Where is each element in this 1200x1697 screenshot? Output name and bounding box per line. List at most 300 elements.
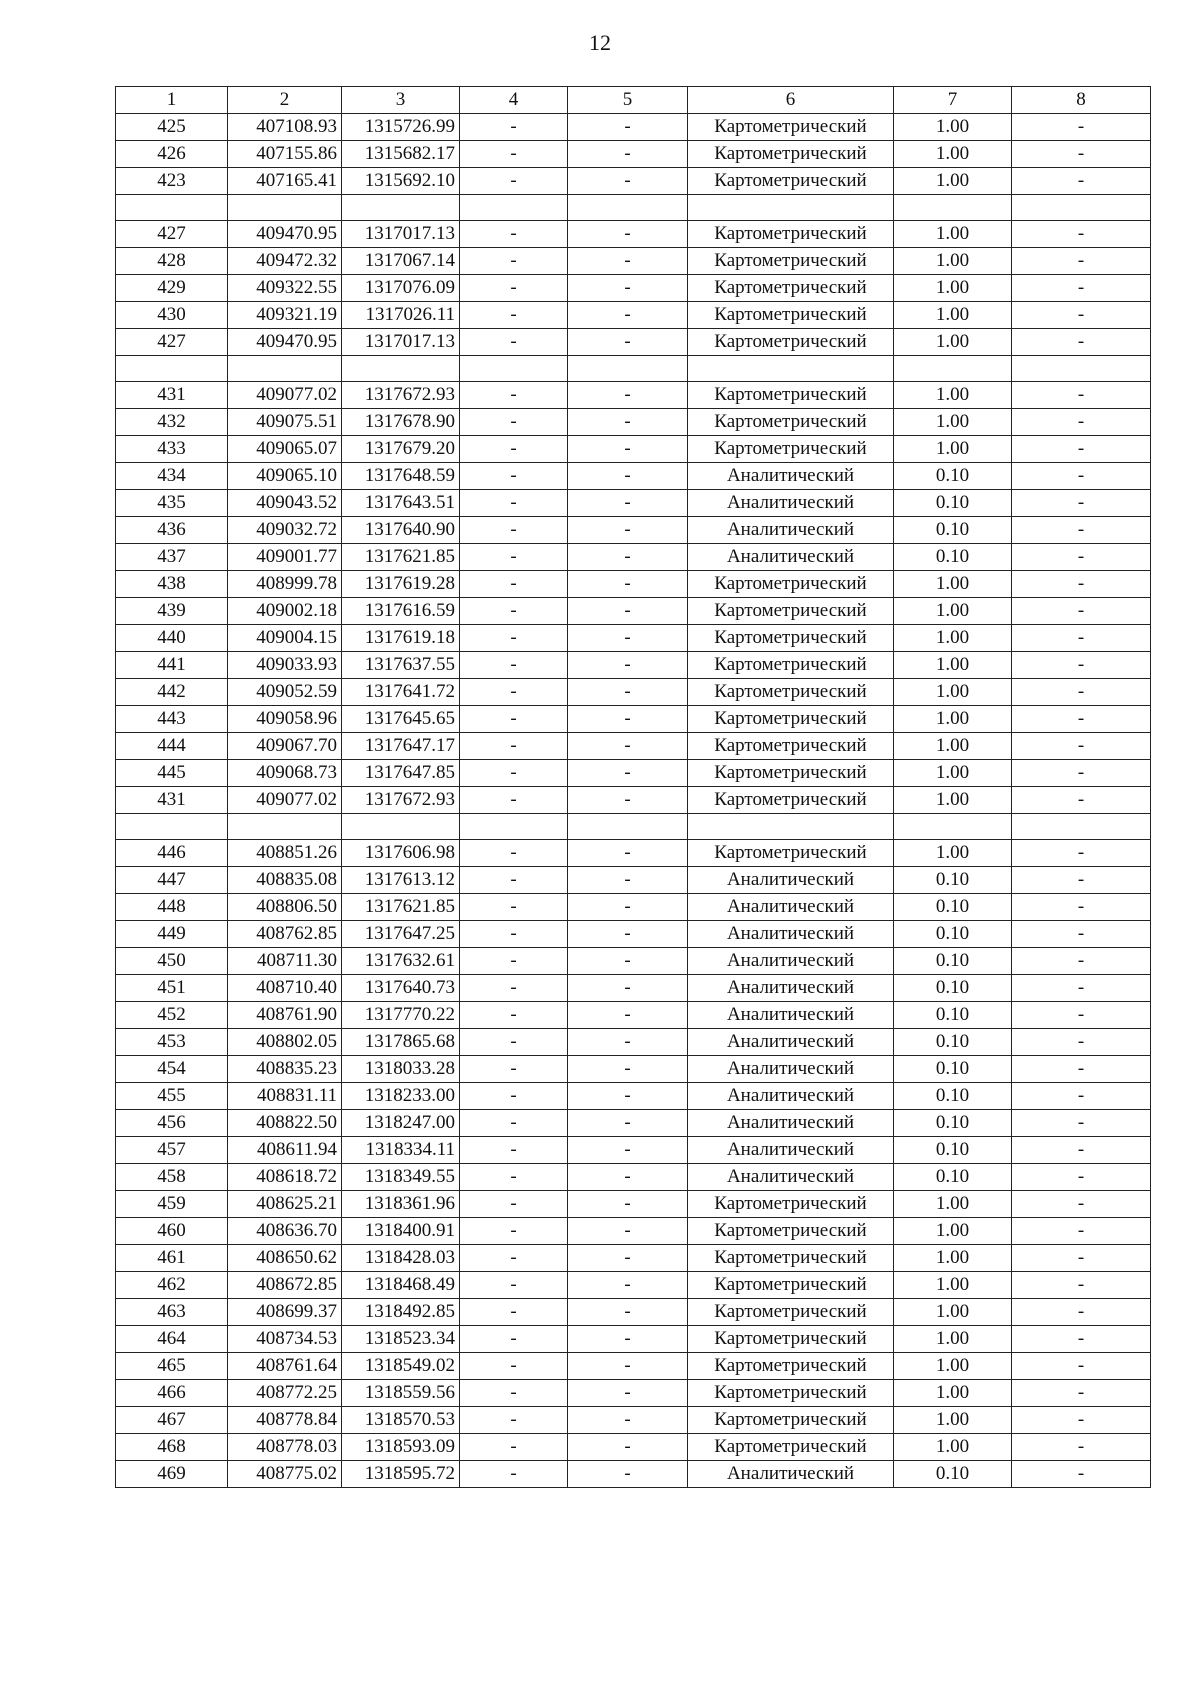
table-row	[116, 275, 1151, 302]
table-cell: 444	[116, 733, 228, 760]
column-header: 1	[116, 87, 228, 114]
table-row	[116, 221, 1151, 248]
table-cell: -	[1012, 1191, 1151, 1218]
table-cell	[460, 195, 568, 221]
column-header: 7	[894, 87, 1012, 114]
table-cell: -	[460, 1218, 568, 1245]
table-cell: 0.10	[894, 1029, 1012, 1056]
table-row	[116, 1218, 1151, 1245]
table-cell: 1317643.51	[342, 490, 460, 517]
table-row	[116, 114, 1151, 141]
table-cell: 409065.07	[228, 436, 342, 463]
table-cell: Картометрический	[688, 1218, 894, 1245]
table-cell: -	[568, 544, 688, 571]
table-cell: 0.10	[894, 544, 1012, 571]
table-cell: 1315726.99	[342, 114, 460, 141]
table-cell: Картометрический	[688, 248, 894, 275]
table-row	[116, 1461, 1151, 1488]
table-cell: -	[568, 1434, 688, 1461]
table-cell: 1.00	[894, 1407, 1012, 1434]
table-cell: 1.00	[894, 1191, 1012, 1218]
table-cell: 1317678.90	[342, 409, 460, 436]
table-cell: 408625.21	[228, 1191, 342, 1218]
table-cell: 408778.84	[228, 1407, 342, 1434]
table-cell: 456	[116, 1110, 228, 1137]
column-header: 4	[460, 87, 568, 114]
table-cell: -	[1012, 1056, 1151, 1083]
table-cell: -	[1012, 571, 1151, 598]
table-row	[116, 1002, 1151, 1029]
table-cell: 427	[116, 329, 228, 356]
table-cell: 465	[116, 1353, 228, 1380]
table-cell: 1317647.85	[342, 760, 460, 787]
table-body	[116, 114, 1151, 1488]
table-cell: -	[1012, 302, 1151, 329]
table-row	[116, 679, 1151, 706]
table-cell: 409065.10	[228, 463, 342, 490]
table-cell: 1317637.55	[342, 652, 460, 679]
table-cell: 0.10	[894, 1083, 1012, 1110]
table-cell: 429	[116, 275, 228, 302]
table-cell: -	[1012, 221, 1151, 248]
table-cell: 1317647.17	[342, 733, 460, 760]
table-cell: -	[568, 221, 688, 248]
table-cell	[116, 195, 228, 221]
table-row	[116, 625, 1151, 652]
table-cell: 448	[116, 894, 228, 921]
table-cell: 408835.08	[228, 867, 342, 894]
table-cell: 408851.26	[228, 840, 342, 867]
table-cell: 1318334.11	[342, 1137, 460, 1164]
table-row	[116, 733, 1151, 760]
table-cell: 0.10	[894, 463, 1012, 490]
table-cell: 409077.02	[228, 787, 342, 814]
table-cell: -	[568, 1245, 688, 1272]
table-cell	[688, 814, 894, 840]
table-cell: 409043.52	[228, 490, 342, 517]
table-cell: Аналитический	[688, 544, 894, 571]
table-cell: 1.00	[894, 1299, 1012, 1326]
table-cell: 432	[116, 409, 228, 436]
table-cell: 1317640.90	[342, 517, 460, 544]
table-cell: Аналитический	[688, 463, 894, 490]
table-cell: -	[460, 248, 568, 275]
table-cell: 408699.37	[228, 1299, 342, 1326]
table-cell: -	[568, 1407, 688, 1434]
table-cell: Аналитический	[688, 1002, 894, 1029]
table-cell: -	[460, 1434, 568, 1461]
table-cell: -	[568, 706, 688, 733]
table-row	[116, 1272, 1151, 1299]
table-cell: 0.10	[894, 490, 1012, 517]
table-cell: -	[568, 1137, 688, 1164]
table-cell: 1318361.96	[342, 1191, 460, 1218]
table-cell: 467	[116, 1407, 228, 1434]
table-cell: -	[1012, 706, 1151, 733]
table-cell: -	[568, 1056, 688, 1083]
table-row	[116, 302, 1151, 329]
table-cell	[116, 356, 228, 382]
table-row	[116, 706, 1151, 733]
table-cell: Картометрический	[688, 302, 894, 329]
table-cell: -	[460, 787, 568, 814]
table-cell: -	[460, 1056, 568, 1083]
table-row-separator	[116, 814, 1151, 840]
table-cell: 1.00	[894, 787, 1012, 814]
table-cell: 408762.85	[228, 921, 342, 948]
table-cell: 0.10	[894, 1137, 1012, 1164]
table-cell: 1317672.93	[342, 787, 460, 814]
table-cell: 1.00	[894, 329, 1012, 356]
table-cell: 408778.03	[228, 1434, 342, 1461]
table-cell: 0.10	[894, 1056, 1012, 1083]
table-cell: 1315692.10	[342, 168, 460, 195]
table-cell: 1.00	[894, 436, 1012, 463]
table-cell: -	[568, 975, 688, 1002]
table-cell: -	[568, 1299, 688, 1326]
table-cell: 1.00	[894, 1380, 1012, 1407]
table-cell: 1.00	[894, 141, 1012, 168]
table-cell: Аналитический	[688, 975, 894, 1002]
table-row	[116, 1083, 1151, 1110]
table-cell: -	[460, 463, 568, 490]
table-row	[116, 409, 1151, 436]
table-cell	[342, 356, 460, 382]
table-cell: Картометрический	[688, 787, 894, 814]
table-cell: 408650.62	[228, 1245, 342, 1272]
table-cell: 439	[116, 598, 228, 625]
table-cell: -	[460, 679, 568, 706]
table-cell: -	[460, 1407, 568, 1434]
table-row	[116, 1137, 1151, 1164]
table-cell: 1317865.68	[342, 1029, 460, 1056]
table-cell: 435	[116, 490, 228, 517]
table-cell: -	[568, 329, 688, 356]
table-cell: 1318593.09	[342, 1434, 460, 1461]
table-cell: -	[1012, 1380, 1151, 1407]
table-cell: 409032.72	[228, 517, 342, 544]
table-cell: 409322.55	[228, 275, 342, 302]
table-cell: 1318428.03	[342, 1245, 460, 1272]
table-cell: -	[460, 1002, 568, 1029]
table-cell: 1317648.59	[342, 463, 460, 490]
table-cell: -	[568, 114, 688, 141]
table-cell: 1317647.25	[342, 921, 460, 948]
table-cell: Аналитический	[688, 1164, 894, 1191]
table-cell: 408761.64	[228, 1353, 342, 1380]
table-cell: 434	[116, 463, 228, 490]
table-cell: Картометрический	[688, 571, 894, 598]
table-cell	[116, 814, 228, 840]
table-cell: 409001.77	[228, 544, 342, 571]
table-cell	[568, 195, 688, 221]
table-cell: -	[1012, 544, 1151, 571]
table-cell: Аналитический	[688, 867, 894, 894]
table-cell: 426	[116, 141, 228, 168]
table-cell	[460, 356, 568, 382]
table-cell: -	[1012, 1110, 1151, 1137]
table-cell: -	[1012, 787, 1151, 814]
table-cell: 408761.90	[228, 1002, 342, 1029]
table-cell: -	[568, 1191, 688, 1218]
table-cell: -	[1012, 1218, 1151, 1245]
table-cell: -	[460, 652, 568, 679]
table-row-separator	[116, 356, 1151, 382]
table-row	[116, 463, 1151, 490]
table-cell: 0.10	[894, 948, 1012, 975]
table-cell: 409075.51	[228, 409, 342, 436]
table-cell: 1.00	[894, 1326, 1012, 1353]
table-cell: -	[460, 867, 568, 894]
table-cell: -	[460, 382, 568, 409]
table-cell: -	[460, 1272, 568, 1299]
table-cell: -	[1012, 1299, 1151, 1326]
table-row	[116, 1110, 1151, 1137]
table-cell: Аналитический	[688, 1083, 894, 1110]
column-header: 6	[688, 87, 894, 114]
table-cell: -	[568, 1380, 688, 1407]
table-cell: 1.00	[894, 1353, 1012, 1380]
table-cell: 433	[116, 436, 228, 463]
table-cell: 1318349.55	[342, 1164, 460, 1191]
table-row-separator	[116, 195, 1151, 221]
table-cell: -	[568, 382, 688, 409]
table-cell: 453	[116, 1029, 228, 1056]
table-cell: 464	[116, 1326, 228, 1353]
table-cell: -	[1012, 168, 1151, 195]
table-cell: 1318523.34	[342, 1326, 460, 1353]
table-cell: 461	[116, 1245, 228, 1272]
table-cell: 427	[116, 221, 228, 248]
table-cell: 409058.96	[228, 706, 342, 733]
table-cell: 431	[116, 382, 228, 409]
table-cell: -	[1012, 1434, 1151, 1461]
table-row	[116, 1164, 1151, 1191]
table-cell: 409033.93	[228, 652, 342, 679]
table-cell: -	[568, 1002, 688, 1029]
table-cell: 0.10	[894, 867, 1012, 894]
table-cell: 1317017.13	[342, 329, 460, 356]
table-cell: 1.00	[894, 840, 1012, 867]
table-cell: 1317017.13	[342, 221, 460, 248]
table-cell: 1.00	[894, 625, 1012, 652]
table-cell: 1317621.85	[342, 544, 460, 571]
table-cell: -	[460, 1245, 568, 1272]
table-cell: 1315682.17	[342, 141, 460, 168]
table-cell: 457	[116, 1137, 228, 1164]
table-cell	[894, 356, 1012, 382]
table-cell: 409470.95	[228, 221, 342, 248]
table-cell: 0.10	[894, 1002, 1012, 1029]
table-cell: -	[460, 1380, 568, 1407]
table-cell: 1318468.49	[342, 1272, 460, 1299]
table-cell: 1.00	[894, 168, 1012, 195]
table-row	[116, 652, 1151, 679]
table-cell: 1.00	[894, 248, 1012, 275]
table-row	[116, 168, 1151, 195]
table-cell: -	[460, 1191, 568, 1218]
table-cell: -	[460, 1326, 568, 1353]
column-header: 2	[228, 87, 342, 114]
table-cell: 436	[116, 517, 228, 544]
table-cell	[342, 814, 460, 840]
table-cell: -	[460, 760, 568, 787]
table-row	[116, 840, 1151, 867]
table-cell: Картометрический	[688, 141, 894, 168]
table-cell: 1317621.85	[342, 894, 460, 921]
table-cell: -	[460, 948, 568, 975]
table-cell	[1012, 195, 1151, 221]
table-row	[116, 598, 1151, 625]
table-cell: -	[1012, 517, 1151, 544]
table-cell: Картометрический	[688, 382, 894, 409]
table-cell: -	[1012, 948, 1151, 975]
table-cell: Картометрический	[688, 329, 894, 356]
table-cell	[228, 814, 342, 840]
table-cell: -	[1012, 114, 1151, 141]
table-cell: 1.00	[894, 114, 1012, 141]
table-cell: 1318033.28	[342, 1056, 460, 1083]
table-cell	[568, 356, 688, 382]
table-cell: 1.00	[894, 571, 1012, 598]
table-row	[116, 1434, 1151, 1461]
table-cell: 409321.19	[228, 302, 342, 329]
table-cell: 409052.59	[228, 679, 342, 706]
table-cell: -	[1012, 409, 1151, 436]
table-cell: 408999.78	[228, 571, 342, 598]
table-cell: 0.10	[894, 1110, 1012, 1137]
table-cell: Аналитический	[688, 1029, 894, 1056]
table-cell: -	[460, 302, 568, 329]
table-cell: -	[568, 733, 688, 760]
table-cell: 1317770.22	[342, 1002, 460, 1029]
table-cell: -	[460, 141, 568, 168]
table-cell: -	[460, 1164, 568, 1191]
table-cell: -	[568, 787, 688, 814]
table-cell: Аналитический	[688, 894, 894, 921]
table-cell: -	[1012, 382, 1151, 409]
table-cell: 450	[116, 948, 228, 975]
table-cell: 1318233.00	[342, 1083, 460, 1110]
table-cell: 1317619.28	[342, 571, 460, 598]
table-header-row	[116, 87, 1151, 114]
table-cell: 409470.95	[228, 329, 342, 356]
table-cell: 1.00	[894, 760, 1012, 787]
table-cell	[228, 195, 342, 221]
table-cell	[688, 356, 894, 382]
table-cell: -	[1012, 248, 1151, 275]
table-row	[116, 436, 1151, 463]
table-cell: -	[460, 840, 568, 867]
table-cell	[894, 195, 1012, 221]
table-cell: -	[568, 1218, 688, 1245]
table-cell	[568, 814, 688, 840]
table-cell: 1.00	[894, 1218, 1012, 1245]
table-cell: -	[460, 1110, 568, 1137]
table-cell: -	[460, 1137, 568, 1164]
table-cell	[460, 814, 568, 840]
table-cell: 408611.94	[228, 1137, 342, 1164]
table-cell: -	[568, 679, 688, 706]
table-cell: -	[568, 625, 688, 652]
table-row	[116, 867, 1151, 894]
table-cell: -	[460, 275, 568, 302]
table-cell: -	[1012, 625, 1151, 652]
coordinates-table	[115, 86, 1151, 1488]
table-row	[116, 921, 1151, 948]
table-cell: -	[460, 1461, 568, 1488]
table-cell: 0.10	[894, 517, 1012, 544]
table-cell	[894, 814, 1012, 840]
table-cell: 1317645.65	[342, 706, 460, 733]
table-cell: -	[460, 1029, 568, 1056]
table-cell: 409004.15	[228, 625, 342, 652]
table-cell: 1.00	[894, 1434, 1012, 1461]
table-cell: 1317672.93	[342, 382, 460, 409]
table-row	[116, 1245, 1151, 1272]
table-cell: Картометрический	[688, 1326, 894, 1353]
table-cell: -	[568, 598, 688, 625]
table-cell: -	[460, 168, 568, 195]
table-cell: -	[1012, 652, 1151, 679]
table-cell: 1317616.59	[342, 598, 460, 625]
table-cell: 1.00	[894, 302, 1012, 329]
table-cell: 460	[116, 1218, 228, 1245]
table-cell: 1.00	[894, 382, 1012, 409]
table-cell: -	[568, 1353, 688, 1380]
table-cell: Аналитический	[688, 1137, 894, 1164]
table-cell: -	[568, 840, 688, 867]
table-cell: -	[568, 141, 688, 168]
table-cell: 407108.93	[228, 114, 342, 141]
table-cell: Аналитический	[688, 517, 894, 544]
table-cell: 1318549.02	[342, 1353, 460, 1380]
table-cell: -	[1012, 867, 1151, 894]
table-cell: Картометрический	[688, 1299, 894, 1326]
table-cell: Картометрический	[688, 706, 894, 733]
table-cell: -	[460, 490, 568, 517]
table-cell: -	[568, 652, 688, 679]
table-cell: 407155.86	[228, 141, 342, 168]
table-cell: Аналитический	[688, 948, 894, 975]
table-cell: 463	[116, 1299, 228, 1326]
table-cell: 454	[116, 1056, 228, 1083]
table-cell: Картометрический	[688, 275, 894, 302]
table-cell: 0.10	[894, 1164, 1012, 1191]
table-cell: Картометрический	[688, 760, 894, 787]
table-row	[116, 1191, 1151, 1218]
table-row	[116, 517, 1151, 544]
table-cell: 1318400.91	[342, 1218, 460, 1245]
table-row	[116, 894, 1151, 921]
table-cell: 468	[116, 1434, 228, 1461]
table-row	[116, 1056, 1151, 1083]
table-cell: -	[568, 760, 688, 787]
table-cell: -	[568, 1272, 688, 1299]
table-cell: -	[460, 598, 568, 625]
table-row	[116, 1407, 1151, 1434]
table-cell: -	[568, 168, 688, 195]
table-cell: 408636.70	[228, 1218, 342, 1245]
table-cell: 446	[116, 840, 228, 867]
table-cell: -	[1012, 1272, 1151, 1299]
table-row	[116, 1299, 1151, 1326]
table-cell: -	[568, 1083, 688, 1110]
table-cell: Картометрический	[688, 625, 894, 652]
table-cell: -	[460, 706, 568, 733]
table-cell: 1317679.20	[342, 436, 460, 463]
table-cell: 1317641.72	[342, 679, 460, 706]
